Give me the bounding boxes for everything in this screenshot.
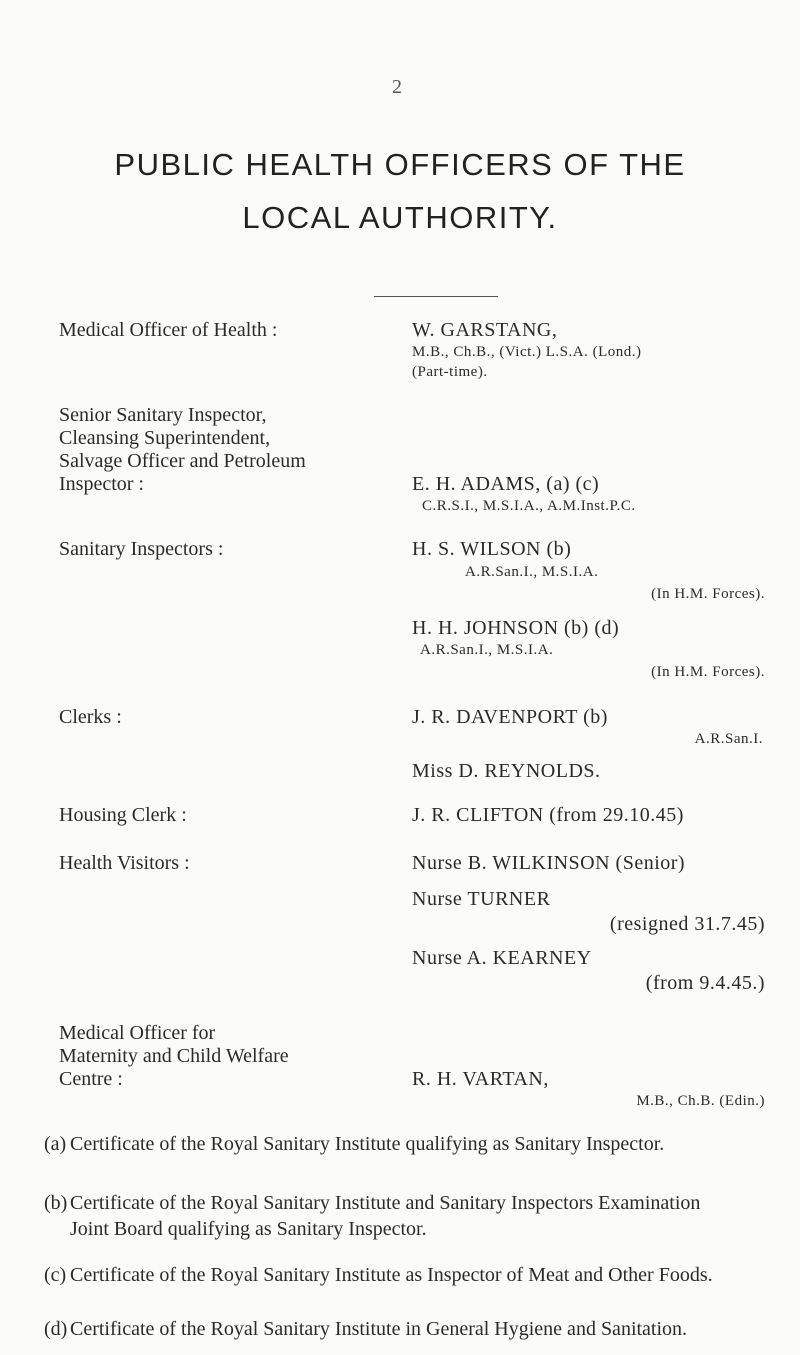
footnote-b <box>44 1190 744 1242</box>
senior-label-line-1: Senior Sanitary Inspector, <box>59 404 267 426</box>
turner-name: Nurse TURNER <box>412 888 551 910</box>
moh-label: Medical Officer of Health : <box>59 319 278 341</box>
kearney-name: Nurse A. KEARNEY <box>412 947 592 969</box>
housing-clerk-label: Housing Clerk : <box>59 804 187 826</box>
footnote-a <box>44 1131 744 1157</box>
sanitary-label: Sanitary Inspectors : <box>59 538 224 560</box>
johnson-status: (In H.M. Forces). <box>651 664 765 680</box>
footnote-text: Certificate of the Royal Sanitary Institute as Inspector of Meat and Other Foods. <box>70 1264 713 1286</box>
moh-part-time: (Part-time). <box>412 364 488 380</box>
page-title-line-1: PUBLIC HEALTH OFFICERS OF THE <box>114 147 686 182</box>
moh-name: W. GARSTANG, <box>412 319 558 341</box>
page-title-line-2: LOCAL AUTHORITY. <box>242 200 558 235</box>
turner-note: (resigned 31.7.45) <box>609 913 765 935</box>
davenport-qualifications: A.R.San.I. <box>694 731 763 747</box>
footnote-text: Certificate of the Royal Sanitary Institute and Sanitary Inspectors Examination Joint Board qualifying as Sanitary Inspector. <box>70 1192 701 1240</box>
footnote-mark: (d) <box>44 1318 68 1340</box>
mcw-label-line-2: Maternity and Child Welfare <box>59 1045 289 1067</box>
title-divider <box>374 296 498 297</box>
senior-label-line-3: Salvage Officer and Petroleum <box>59 450 306 472</box>
footnote-text: Certificate of the Royal Sanitary Institute in General Hygiene and Sanitation. <box>70 1318 688 1340</box>
vartan-name: R. H. VARTAN, <box>412 1068 549 1090</box>
vartan-qualifications: M.B., Ch.B. (Edin.) <box>636 1093 765 1109</box>
page-number: 2 <box>392 76 402 98</box>
health-visitors-label: Health Visitors : <box>59 852 190 874</box>
wilson-name: H. S. WILSON (b) <box>412 538 572 560</box>
mcw-label-line-3: Centre : <box>59 1068 123 1090</box>
johnson-name: H. H. JOHNSON (b) (d) <box>412 617 620 639</box>
wilson-qualifications: A.R.San.I., M.S.I.A. <box>465 564 599 580</box>
wilson-status: (In H.M. Forces). <box>651 586 765 602</box>
footnote-text: Certificate of the Royal Sanitary Institute qualifying as Sanitary Inspector. <box>70 1133 665 1155</box>
davenport-name: J. R. DAVENPORT (b) <box>412 706 608 728</box>
senior-qualifications: C.R.S.I., M.S.I.A., A.M.Inst.P.C. <box>422 498 636 514</box>
clerks-label: Clerks : <box>59 706 122 728</box>
mcw-label-line-1: Medical Officer for <box>59 1022 216 1044</box>
footnote-mark: (a) <box>44 1133 67 1155</box>
johnson-qualifications: A.R.San.I., M.S.I.A. <box>420 642 554 658</box>
senior-name: E. H. ADAMS, (a) (c) <box>412 473 600 495</box>
footnote-d <box>44 1316 744 1342</box>
senior-label-line-2: Cleansing Superintendent, <box>59 427 271 449</box>
kearney-note: (from 9.4.45.) <box>645 972 765 994</box>
senior-label-line-4: Inspector : <box>59 473 144 495</box>
footnote-c <box>44 1262 744 1288</box>
reynolds-name: Miss D. REYNOLDS. <box>412 760 601 782</box>
moh-qualifications: M.B., Ch.B., (Vict.) L.S.A. (Lond.) <box>412 344 642 360</box>
footnote-mark: (b) <box>44 1192 68 1214</box>
footnote-mark: (c) <box>44 1264 67 1286</box>
wilkinson-name: Nurse B. WILKINSON (Senior) <box>412 852 686 874</box>
clifton-name: J. R. CLIFTON (from 29.10.45) <box>412 804 684 826</box>
